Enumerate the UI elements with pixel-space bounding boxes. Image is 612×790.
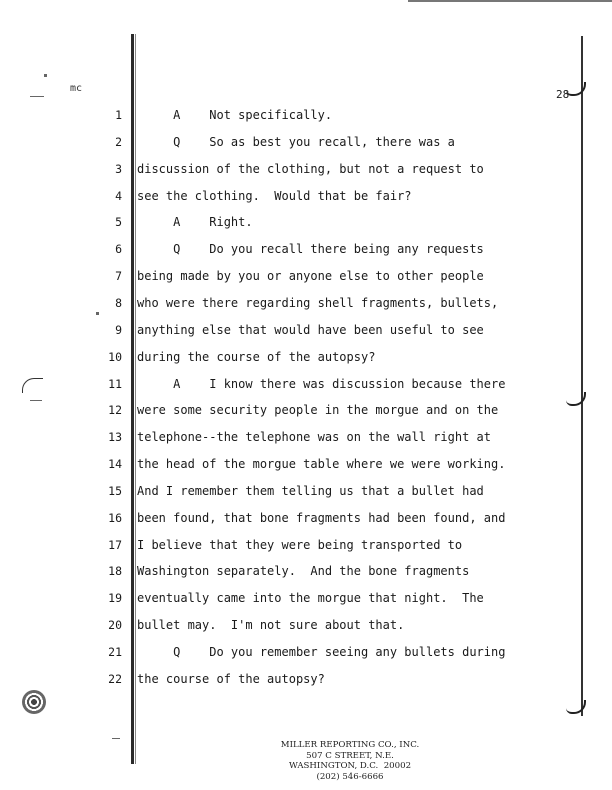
line-number: 1 <box>115 108 122 122</box>
reporting-company-footer <box>240 740 460 782</box>
line-number: 20 <box>108 618 122 632</box>
line-number: 12 <box>108 403 122 417</box>
footer-street: 507 C STREET, N.E. <box>306 750 394 761</box>
footer-city: WASHINGTON, D.C. 20002 <box>288 761 412 771</box>
transcript-line: anything else that would have been useful to see <box>137 323 484 337</box>
page-number: 28 <box>556 88 570 101</box>
footer-phone: (202) 546-6666 <box>316 771 384 782</box>
transcript-line: A Right. <box>137 215 253 229</box>
transcript-line: Washington separately. And the bone fragments <box>137 564 470 578</box>
transcript-line: been found, that bone fragments had been found, and <box>137 511 506 525</box>
transcript-line: Q Do you recall there being any requests <box>137 242 484 256</box>
scan-speck <box>112 738 120 739</box>
top-edge-rule <box>408 0 612 2</box>
line-number: 18 <box>108 564 122 578</box>
transcript-line: eventually came into the morgue that night. The <box>137 591 484 605</box>
line-number: 8 <box>115 296 122 310</box>
transcript-line: Q So as best you recall, there was a <box>137 135 455 149</box>
line-number: 3 <box>115 162 122 176</box>
line-number: 4 <box>115 189 122 203</box>
margin-scribble <box>22 378 43 393</box>
line-number: 9 <box>115 323 122 337</box>
line-number: 21 <box>108 645 122 659</box>
line-number: 11 <box>108 377 122 391</box>
line-number: 15 <box>108 484 122 498</box>
line-number: 16 <box>108 511 122 525</box>
line-number: 17 <box>108 538 122 552</box>
transcript-line: being made by you or anyone else to other people <box>137 269 484 283</box>
scan-speck <box>96 312 99 315</box>
transcript-line: A I know there was discussion because there <box>137 377 506 391</box>
reporter-initials: mc <box>70 83 83 94</box>
left-margin-rule <box>131 34 134 764</box>
binder-mark-middle <box>566 392 586 406</box>
right-margin-rule <box>581 36 583 716</box>
footer-company: MILLER REPORTING CO., INC. <box>280 740 420 750</box>
line-number: 19 <box>108 591 122 605</box>
line-number: 10 <box>108 350 122 364</box>
transcript-line: I believe that they were being transported to <box>137 538 463 552</box>
binder-mark-bottom <box>566 700 586 714</box>
transcript-line: the course of the autopsy? <box>137 672 325 686</box>
transcript-line: who were there regarding shell fragments, bullets, <box>137 296 499 310</box>
transcript-line: bullet may. I'm not sure about that. <box>137 618 405 632</box>
line-number: 14 <box>108 457 122 471</box>
transcript-line: A Not specifically. <box>137 108 333 122</box>
line-number: 6 <box>115 242 122 256</box>
transcript-line: were some security people in the morgue and on the <box>137 403 499 417</box>
transcript-line: And I remember them telling us that a bullet had <box>137 484 484 498</box>
scan-speck <box>30 96 44 97</box>
transcript-line: the head of the morgue table where we were working. <box>137 457 506 471</box>
transcript-line: telephone--the telephone was on the wall right at <box>137 430 492 444</box>
transcript-line: discussion of the clothing, but not a request to <box>137 162 484 176</box>
transcript-line: Q Do you remember seeing any bullets during <box>137 645 506 659</box>
line-number: 2 <box>115 135 122 149</box>
scan-speck <box>30 400 42 401</box>
line-number: 13 <box>108 430 122 444</box>
transcript-line: see the clothing. Would that be fair? <box>137 189 412 203</box>
line-number: 7 <box>115 269 122 283</box>
left-margin-rule-inner <box>135 34 136 764</box>
stamp-seal-icon <box>22 690 46 714</box>
line-number: 5 <box>115 215 122 229</box>
transcript-line: during the course of the autopsy? <box>137 350 376 364</box>
line-number: 22 <box>108 672 122 686</box>
scan-speck <box>44 74 47 77</box>
